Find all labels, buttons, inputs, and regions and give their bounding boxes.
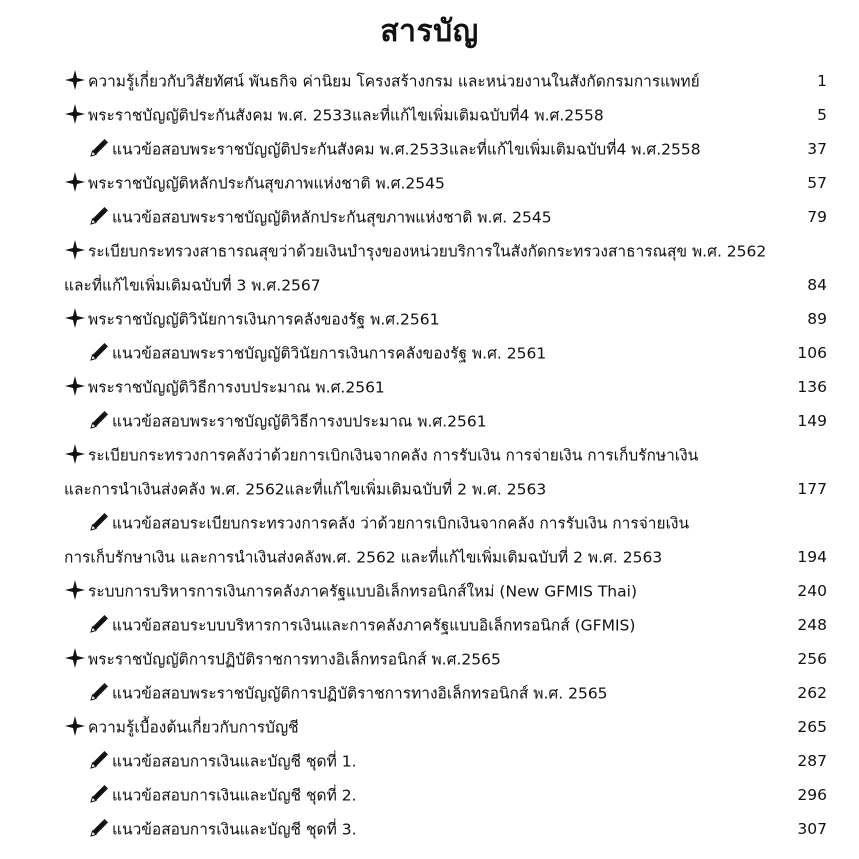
toc-entry-label xyxy=(64,540,789,575)
toc-entry-text: พระราชบัญญัติวิธีการงบประมาณ พ.ศ.2561 xyxy=(88,378,385,397)
four-point-star-icon xyxy=(64,239,86,261)
toc-entry-label xyxy=(64,268,789,303)
toc-entry-label xyxy=(64,302,789,337)
toc-page-number: 177 xyxy=(797,480,827,498)
toc-entry-text: ความรู้เกี่ยวกับวิสัยทัศน์ พันธกิจ ค่านิยม โครงสร้างกรม และหน่วยงานในสังกัดกรมการแพทย์ xyxy=(88,72,700,91)
toc-page-number: 194 xyxy=(797,548,827,566)
toc-entry xyxy=(0,370,859,404)
toc-entry xyxy=(0,98,859,132)
pencil-icon xyxy=(88,749,110,771)
toc-entry-text: แนวข้อสอบระบบบริหารการเงินและการคลังภาครัฐแบบอิเล็กทรอนิกส์ (GFMIS) xyxy=(112,616,636,635)
toc-page-number: 5 xyxy=(817,106,827,124)
page-title: สารบัญ xyxy=(380,14,479,49)
toc-entry-label xyxy=(64,472,789,507)
toc-entry xyxy=(0,336,859,370)
pencil-icon xyxy=(88,341,110,363)
toc-entry-label xyxy=(88,778,789,813)
toc-entry-text: พระราชบัญญัติวินัยการเงินการคลังของรัฐ พ.ศ.2561 xyxy=(88,310,440,329)
toc-entry-text: แนวข้อสอบการเงินและบัญชี ชุดที่ 3. xyxy=(112,820,357,839)
toc-entry-text: การเก็บรักษาเงิน และการนำเงินส่งคลังพ.ศ. 2562 และที่แก้ไขเพิ่มเติมฉบับที่ 2 พ.ศ. 2563 xyxy=(64,548,663,567)
pencil-icon xyxy=(88,613,110,635)
four-point-star-icon xyxy=(64,69,86,91)
toc-entry-text: แนวข้อสอบการเงินและบัญชี ชุดที่ 1. xyxy=(112,752,357,771)
toc-entry-label xyxy=(64,166,789,201)
four-point-star-icon xyxy=(64,443,86,465)
toc-entry xyxy=(0,268,859,302)
toc-entry-text: พระราชบัญญัติหลักประกันสุขภาพแห่งชาติ พ.ศ.2545 xyxy=(88,174,445,193)
toc-page-number: 149 xyxy=(797,412,827,430)
four-point-star-icon xyxy=(64,103,86,125)
toc-entry-label xyxy=(88,404,789,439)
toc-entry-text: ระบบการบริหารการเงินการคลังภาครัฐแบบอิเล็กทรอนิกส์ใหม่ (New GFMIS Thai) xyxy=(88,582,637,601)
toc-entry-label xyxy=(64,98,789,133)
toc-page-number: 256 xyxy=(797,650,827,668)
toc-page-number: 106 xyxy=(797,344,827,362)
toc-entry xyxy=(0,472,859,506)
four-point-star-icon xyxy=(64,579,86,601)
toc-entry-label xyxy=(88,506,789,541)
four-point-star-icon xyxy=(64,171,86,193)
toc-entry xyxy=(0,506,859,540)
toc-page-number: 248 xyxy=(797,616,827,634)
toc-entry-label xyxy=(64,370,789,405)
toc-entry-text: แนวข้อสอบพระราชบัญญัติหลักประกันสุขภาพแห่งชาติ พ.ศ. 2545 xyxy=(112,208,552,227)
toc-entry xyxy=(0,166,859,200)
toc-entry-label xyxy=(88,608,789,643)
toc-entry-text: แนวข้อสอบการเงินและบัญชี ชุดที่ 2. xyxy=(112,786,357,805)
four-point-star-icon xyxy=(64,715,86,737)
pencil-icon xyxy=(88,205,110,227)
toc-page-number: 1 xyxy=(817,72,827,90)
toc-entry-text: แนวข้อสอบพระราชบัญญัติการปฏิบัติราชการทางอิเล็กทรอนิกส์ พ.ศ. 2565 xyxy=(112,684,608,703)
toc-page-number: 296 xyxy=(797,786,827,804)
toc-entry-text: ระเบียบกระทรวงสาธารณสุขว่าด้วยเงินบำรุงของหน่วยบริการในสังกัดกระทรวงสาธารณสุข พ.ศ. 2562 xyxy=(88,242,767,261)
toc-entry-label xyxy=(64,642,789,677)
pencil-icon xyxy=(88,511,110,533)
toc-entry xyxy=(0,778,859,812)
toc-entry xyxy=(0,540,859,574)
toc-entry xyxy=(0,608,859,642)
toc-page-number: 57 xyxy=(807,174,827,192)
toc-page-number: 89 xyxy=(807,310,827,328)
toc-entry-label xyxy=(64,574,789,609)
pencil-icon xyxy=(88,137,110,159)
table-of-contents xyxy=(0,64,859,846)
toc-entry xyxy=(0,200,859,234)
toc-entry-label xyxy=(88,200,789,235)
toc-entry xyxy=(0,404,859,438)
toc-entry-text: และที่แก้ไขเพิ่มเติมฉบับที่ 3 พ.ศ.2567 xyxy=(64,276,321,295)
toc-entry xyxy=(0,132,859,166)
toc-entry xyxy=(0,64,859,98)
toc-entry xyxy=(0,710,859,744)
toc-entry xyxy=(0,676,859,710)
toc-page-number: 287 xyxy=(797,752,827,770)
toc-entry-text: แนวข้อสอบพระราชบัญญัติวินัยการเงินการคลังของรัฐ พ.ศ. 2561 xyxy=(112,344,547,363)
toc-entry-text: ความรู้เบื้องต้นเกี่ยวกับการบัญชี xyxy=(88,718,299,737)
toc-page-number: 307 xyxy=(797,820,827,838)
toc-entry-label xyxy=(64,710,789,745)
toc-entry xyxy=(0,438,859,472)
toc-entry-text: ระเบียบกระทรวงการคลังว่าด้วยการเบิกเงินจากคลัง การรับเงิน การจ่ายเงิน การเก็บรักษาเงิน xyxy=(88,446,699,465)
toc-page-number: 37 xyxy=(807,140,827,158)
pencil-icon xyxy=(88,409,110,431)
toc-entry-label xyxy=(64,438,789,473)
toc-entry xyxy=(0,744,859,778)
toc-entry-label xyxy=(88,336,789,371)
toc-entry-text: พระราชบัญญัติการปฏิบัติราชการทางอิเล็กทรอนิกส์ พ.ศ.2565 xyxy=(88,650,501,669)
toc-entry-text: แนวข้อสอบพระราชบัญญัติวิธีการงบประมาณ พ.ศ.2561 xyxy=(112,412,487,431)
toc-entry xyxy=(0,574,859,608)
toc-entry-text: แนวข้อสอบพระราชบัญญัติประกันสังคม พ.ศ.2533และที่แก้ไขเพิ่มเติมฉบับที่4 พ.ศ.2558 xyxy=(112,140,701,159)
pencil-icon xyxy=(88,817,110,839)
toc-page-number: 265 xyxy=(797,718,827,736)
toc-entry xyxy=(0,642,859,676)
toc-entry-label xyxy=(88,676,789,711)
pencil-icon xyxy=(88,681,110,703)
toc-entry-label xyxy=(64,234,789,269)
toc-page-number: 84 xyxy=(807,276,827,294)
toc-entry-label xyxy=(88,744,789,779)
toc-page-number: 79 xyxy=(807,208,827,226)
four-point-star-icon xyxy=(64,307,86,329)
four-point-star-icon xyxy=(64,375,86,397)
toc-page-number: 262 xyxy=(797,684,827,702)
toc-entry-text: พระราชบัญญัติประกันสังคม พ.ศ. 2533และที่แก้ไขเพิ่มเติมฉบับที่4 พ.ศ.2558 xyxy=(88,106,604,125)
toc-entry-label xyxy=(88,132,789,167)
toc-entry-text: และการนำเงินส่งคลัง พ.ศ. 2562และที่แก้ไขเพิ่มเติมฉบับที่ 2 พ.ศ. 2563 xyxy=(64,480,547,499)
toc-entry-label xyxy=(64,64,789,99)
toc-entry-label xyxy=(88,812,789,847)
toc-entry xyxy=(0,302,859,336)
toc-page-number: 240 xyxy=(797,582,827,600)
four-point-star-icon xyxy=(64,647,86,669)
toc-page-number: 136 xyxy=(797,378,827,396)
pencil-icon xyxy=(88,783,110,805)
toc-entry xyxy=(0,234,859,268)
toc-entry-text: แนวข้อสอบระเบียบกระทรวงการคลัง ว่าด้วยการเบิกเงินจากคลัง การรับเงิน การจ่ายเงิน xyxy=(112,514,690,533)
toc-entry xyxy=(0,812,859,846)
